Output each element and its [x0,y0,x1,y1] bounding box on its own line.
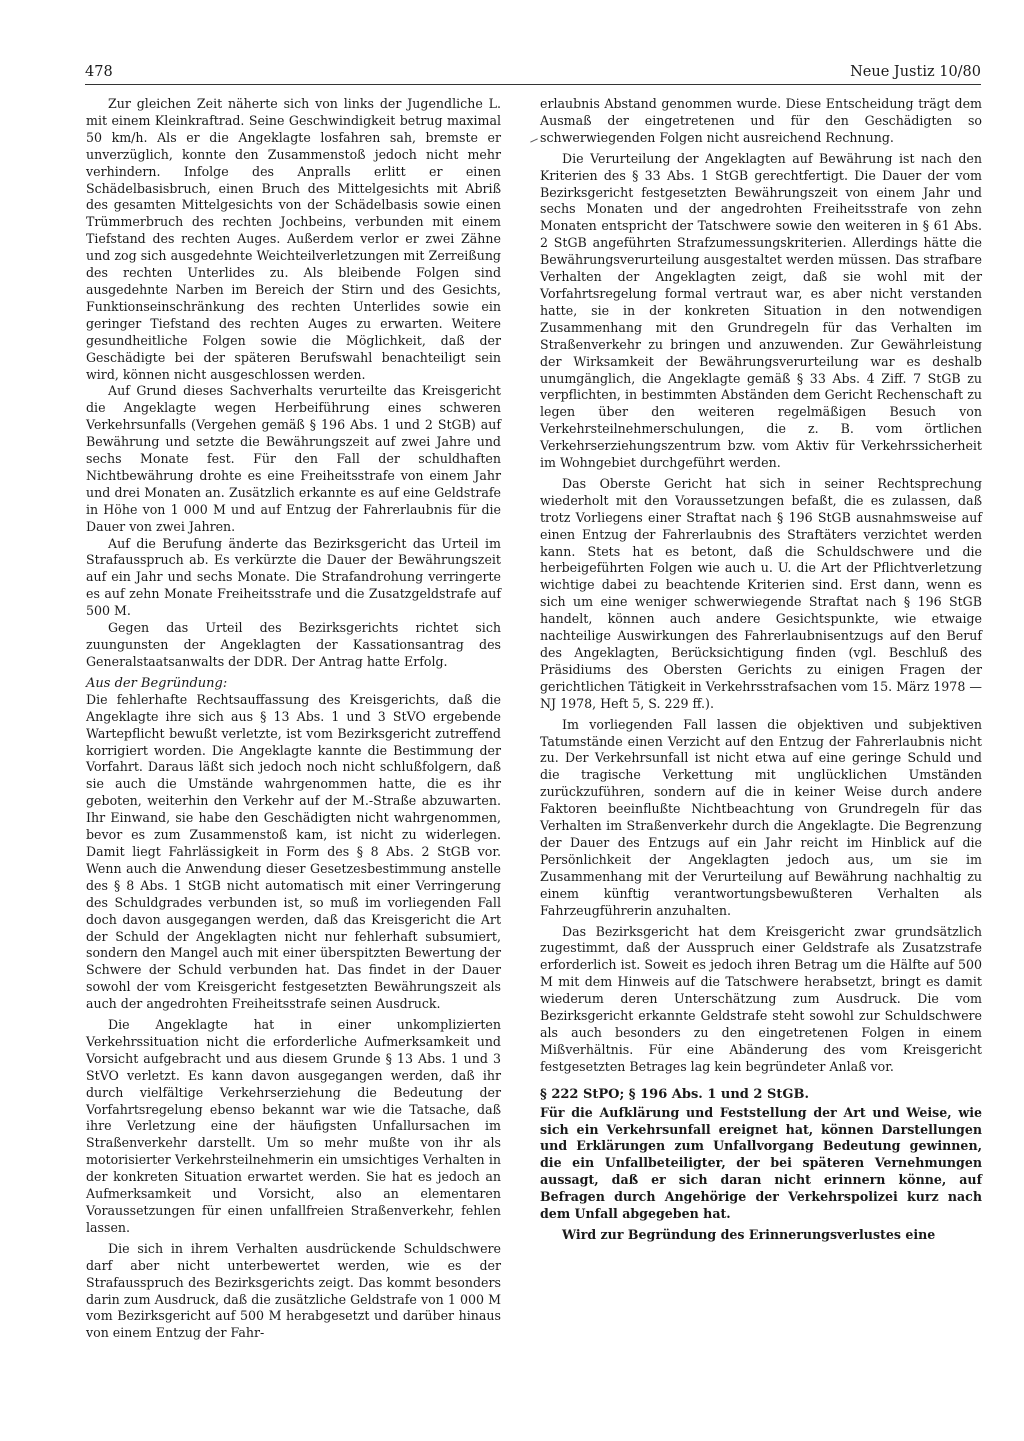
journal-title: Neue Justiz 10/80 [850,64,981,80]
headnote: Für die Aufklärung und Feststellung der Art und Weise, wie sich ein Verkehrsunfall ereignet hat, können Darstellungen und Erklärungen zum Unfallvorgang Bedeutung gewinnen, die ein Unfallbeteiligter, der bei späteren Vernehmungen aussagt, daß er sich daran nicht erinnern könne, auf Befragen durch Angehörige der Verkehrspolizei kurz nach dem Unfall abgegeben hat. [540,1104,982,1222]
paragraph: Auf Grund dieses Sachverhalts verurteilte das Kreisgericht die Angeklagte wegen Herbeiführung eines schweren Verkehrsunfalls (Vergehen gemäß § 196 Abs. 1 und 2 StGB) auf Bewährung und setzte die Bewährungszeit auf zwei Jahre und sechs Monate fest. Für den Fall der schuldhaften Nichtbewährung drohte es eine Freiheitsstrafe von einem Jahr und drei Monaten an. Zusätzlich erkannte es auf eine Geldstrafe in Höhe von 1 000 M und auf Entzug der Fahrerlaubnis für die Dauer von zwei Jahren. [86,383,501,534]
paragraph: Auf die Berufung änderte das Bezirksgericht das Urteil im Strafausspruch ab. Es verkürzte die Dauer der Bewährungszeit auf ein Jahr und sechs Monate. Die Strafandrohung verringerte es auf zehn Monate Freiheitsstrafe und die Zusatzgeldstrafe auf 500 M. [86,535,501,619]
page-number: 478 [85,64,113,80]
paragraph: Die fehlerhafte Rechtsauffassung des Kreisgerichts, daß die Angeklagte ihre sich aus § 13 Abs. 1 und 3 StVO ergebende Wartepflicht bewußt verletzte, ist vom Bezirksgericht zutreffend korrigiert worden. Die Angeklagte kannte die Bestimmung der Vorfahrt. Daraus läßt sich jedoch noch nicht schlußfolgern, daß sie auch die Umstände wahrgenommen hatte, die es ihr geboten, weiterhin den Verkehr auf der M.-Straße abzuwarten. Ihr Einwand, sie habe den Geschädigten nicht wahrgenommen, bevor es zum Zusammenstoß kam, ist nicht zu widerlegen. Damit liegt Fahrlässigkeit in Form des § 8 Abs. 2 StGB vor. Wenn auch die Anwendung dieser Gesetzesbestimmung anstelle des § 8 Abs. 1 StGB nicht automatisch mit einer Verringerung des Schuldgrades verbunden ist, so muß im vorliegenden Fall doch davon ausgegangen werden, daß das Kreisgericht die Art der Schuld der Angeklagten nicht nur fehlerhaft subsumiert, sondern den Mangel auch mit einer überspitzten Bewertung der Schwere der Schuld verbunden hat. Das findet in der Dauer sowohl der vom Kreisgericht festgesetzten Bewährungszeit als auch der angedrohten Freiheitsstrafe seinen Ausdruck. [86,691,501,1012]
law-reference-heading: § 222 StPO; § 196 Abs. 1 und 2 StGB. [540,1086,810,1102]
paragraph: Im vorliegenden Fall lassen die objektiven und subjektiven Tatumstände einen Verzicht auf den Entzug der Fahrerlaubnis nicht zu. Der Verkehrsunfall ist nicht etwa auf eine geringe Schuld und die tragische Verkettung mit unglücklichen Umständen zurückzuführen, sondern auf die in keiner Weise durch andere Faktoren beeinflußte Nichtbeachtung von Grundregeln für das Verhalten im Straßenverkehr durch die Angeklagte. Die Begrenzung der Dauer des Entzugs auf ein Jahr reicht im Hinblick auf die Persönlichkeit der Angeklagten jedoch aus, um sie im Zusammenhang mit der Verurteilung auf Bewährung nachhaltig zu einem künftig verantwortungsbewußteren Verhalten als Fahrzeugführerin anzuhalten. [540,716,982,918]
section-heading: Aus der Begründung: [86,675,228,691]
right-column [540,96,982,1244]
paragraph: Das Bezirksgericht hat dem Kreisgericht zwar grundsätzlich zugestimmt, daß der Ausspruch einer Geldstrafe als Zusatzstrafe erforderlich ist. Soweit es jedoch ihren Betrag um die Hälfte auf 500 M mit dem Hinweis auf die Tatschwere herabsetzt, bringt es damit wiederum deren Unterschätzung zum Ausdruck. Die vom Bezirksgericht erkannte Geldstrafe steht sowohl zur Schuldschwere als auch besonders zu den eingetretenen Folgen in einem Mißverhältnis. Für eine Abänderung des vom Kreisgericht festgesetzten Betrages lag kein begründeter Anlaß vor. [540,923,982,1074]
paragraph: Wird zur Begründung des Erinnerungsverlustes eine [562,1227,936,1242]
margin-mark [530,138,538,142]
page-header [85,62,981,85]
left-column [86,96,501,1342]
paragraph: Die Verurteilung der Angeklagten auf Bewährung ist nach den Kriterien des § 33 Abs. 1 StGB gerechtfertigt. Die Dauer der vom Bezirksgericht festgesetzten Bewährungszeit von einem Jahr und sechs Monaten und der angedrohten Freiheitsstrafe von zehn Monaten entspricht der Tatschwere sowie den weiteren in § 61 Abs. 2 StGB angeführten Strafzumessungskriterien. Allerdings hätte die Bewährungsverurteilung ausgestaltet werden müssen. Das strafbare Verhalten der Angeklagten zeigt, daß sie wohl mit der Vorfahrtsregelung formal vertraut war, es aber nicht verstanden hatte, sie in der konkreten Situation in den notwendigen Zusammenhang mit den Grundregeln für das Verhalten im Straßenverkehr zu bringen und anzuwenden. Zur Gewährleistung der Wirksamkeit der Bewährungsverurteilung war es deshalb unumgänglich, die Angeklagte gemäß § 33 Abs. 4 Ziff. 7 StGB zu verpflichten, in bestimmten Abständen dem Gericht Rechenschaft zu legen über den weiteren regelmäßigen Besuch von Verkehrsteilnehmerschulungen, die z. B. vom örtlichen Verkehrserziehungszentrum bzw. vom Aktiv für Verkehrssicherheit im Wohngebiet durchgeführt werden. [540,150,982,471]
paragraph: Die Angeklagte hat in einer unkomplizierten Verkehrssituation nicht die erforderliche Aufmerksamkeit und Vorsicht aufgebracht und aus diesem Grunde § 13 Abs. 1 und 3 StVO verletzt. Es kann davon ausgegangen werden, daß ihr durch vielfältige Verkehrserziehung die Bedeutung der Vorfahrtsregelung ebenso bekannt war wie die Tatsache, daß ihre Verletzung eine der häufigsten Unfallursachen im Straßenverkehr darstellt. Um so mehr mußte von ihr als motorisierter Verkehrsteilnehmerin ein umsichtiges Verhalten in der konkreten Situation erwartet werden. Sie hat es jedoch an Aufmerksamkeit und Vorsicht, also an elementaren Voraussetzungen für einen unfallfreien Straßenverkehr, fehlen lassen. [86,1017,501,1235]
paragraph: Das Oberste Gericht hat sich in seiner Rechtsprechung wiederholt mit den Voraussetzungen befaßt, die es zulassen, daß trotz Vorliegens einer Straftat nach § 196 StGB ausnahmsweise auf einen Entzug der Fahrerlaubnis des Straftäters verzichtet werden kann. Stets hat es betont, daß die Schuldschwere und die herbeigeführten Folgen wie auch u. U. die Art der Pflichtverletzung wichtige dabei zu beachtende Kriterien sind. Erst dann, wenn es sich um eine weniger schwerwiegende Straftat nach § 196 StGB handelt, können auch andere Gesichtspunkte, wie etwaige nachteilige Auswirkungen des Fahrerlaubnisentzugs auf den Beruf des Angeklagten, Berücksichtigung finden (vgl. Beschluß des Präsidiums des Obersten Gerichts zu einigen Fragen der gerichtlichen Tätigkeit in Verkehrsstrafsachen vom 15. März 1978 — NJ 1978, Heft 5, S. 229 ff.). [540,475,982,711]
paragraph: Die sich in ihrem Verhalten ausdrückende Schuldschwere darf aber nicht unterbewertet werden, wie es der Strafausspruch des Bezirksgerichts zeigt. Das kommt besonders darin zum Ausdruck, daß die zusätzliche Geldstrafe von 1 000 M vom Bezirksgericht auf 500 M herabgesetzt und darüber hinaus von einem Entzug der Fahr- [86,1240,501,1341]
paragraph: erlaubnis Abstand genommen wurde. Diese Entscheidung trägt dem Ausmaß der eingetretenen und für den Geschädigten so schwerwiegenden Folgen nicht ausreichend Rechnung. [540,96,982,145]
paragraph: Gegen das Urteil des Bezirksgerichts richtet sich zuungunsten der Angeklagten der Kassationsantrag des Generalstaatsanwalts der DDR. Der Antrag hatte Erfolg. [86,620,501,669]
paragraph: Zur gleichen Zeit näherte sich von links der Jugendliche L. mit einem Kleinkraftrad. Seine Geschwindigkeit betrug maximal 50 km/h. Als er die Angeklagte losfahren sah, bremste er unverzüglich, konnte den Zusammenstoß jedoch nicht mehr verhindern. Infolge des Anpralls erlitt er einen Schädelbasisbruch, einen Bruch des Mittelgesichts mit Abriß des gesamten Mittelgesichts von der Schädelbasis sowie einen Trümmerbruch des rechten Jochbeins, verbunden mit einem Tiefstand des rechten Auges. Außerdem verlor er zwei Zähne und zog sich ausgedehnte Weichteilverletzungen mit Zerreißung des rechten Unterlides zu. Als bleibende Folgen sind ausgedehnte Narben im Bereich der Stirn und des Gesichts, Funktionseinschränkung des rechten Unterlides sowie ein geringer Tiefstand des rechten Auges zu erwarten. Weitere gesundheitliche Folgen sowie die Möglichkeit, daß der Geschädigte bei der späteren Berufswahl benachteiligt sein wird, können nicht ausgeschlossen werden. [86,96,501,382]
